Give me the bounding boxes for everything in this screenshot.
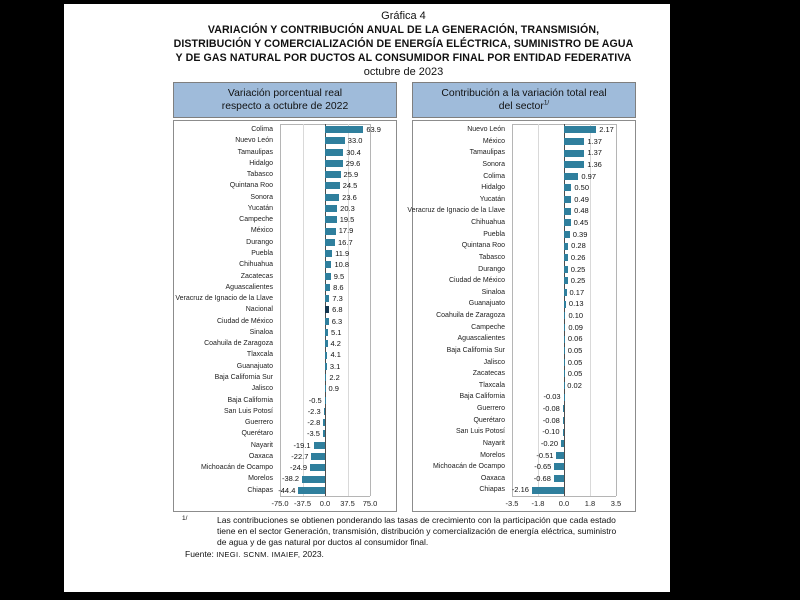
chart-row xyxy=(413,438,635,450)
bar xyxy=(564,336,565,343)
category-label: Quintana Roo xyxy=(229,182,273,190)
chart-row xyxy=(174,462,396,473)
category-label: Guanajuato xyxy=(468,300,505,308)
bar xyxy=(325,374,326,381)
value-label: 11.9 xyxy=(335,249,350,258)
category-label: San Luis Potosí xyxy=(223,407,273,415)
axis-tick-label: 75.0 xyxy=(362,499,378,508)
chart-title-line-2: DISTRIBUCIÓN Y COMERCIALIZACIÓN DE ENERGÍA ELÉCTRICA, SUMINISTRO DE AGUA xyxy=(173,38,634,50)
bar xyxy=(325,182,340,189)
value-label: 0.25 xyxy=(570,264,586,274)
value-label: 30.4 xyxy=(346,147,361,157)
contribution-panel-header xyxy=(412,82,636,118)
contribution-header-line-1: Contribución a la variación total real xyxy=(441,88,607,99)
bar xyxy=(564,254,568,261)
value-label: 20.3 xyxy=(340,203,355,213)
category-label: Nayarit xyxy=(482,439,505,447)
chart-row xyxy=(413,194,635,206)
source-institution: INEGI. SCNM. IMAIEF, xyxy=(216,550,301,559)
category-label: Tamaulipas xyxy=(237,148,273,156)
value-label: 0.39 xyxy=(572,229,588,239)
chart-row xyxy=(174,214,396,225)
chart-row xyxy=(174,473,396,484)
value-label: 19.5 xyxy=(339,215,355,225)
category-label: Sinaloa xyxy=(249,328,273,336)
chart-row xyxy=(413,415,635,427)
value-label: 33.0 xyxy=(347,136,363,146)
bar xyxy=(325,216,337,223)
source-line xyxy=(185,549,662,560)
variation-header-line-1: Variación porcentual real xyxy=(227,88,343,99)
category-label: Aguascalientes xyxy=(225,283,273,291)
chart-row xyxy=(413,322,635,334)
category-label: Tlaxcala xyxy=(246,351,273,359)
bar xyxy=(298,487,325,494)
value-label: 0.05 xyxy=(567,345,583,355)
category-label: Sonora xyxy=(482,160,505,168)
contribution-header-line-2: del sector$^{1/}$ xyxy=(498,99,550,112)
category-label: Baja California xyxy=(227,396,273,404)
value-label: 0.26 xyxy=(570,252,586,262)
variation-panel xyxy=(173,82,397,512)
category-label: Baja California xyxy=(459,393,505,401)
chart-title-line-1: VARIACIÓN Y CONTRIBUCIÓN ANUAL DE LA GENERACIÓN, TRANSMISIÓN, xyxy=(207,24,600,36)
category-label: Hidalgo xyxy=(481,184,505,192)
category-label: Michoacán de Ocampo xyxy=(433,463,505,471)
chart-row xyxy=(413,461,635,473)
chart-row xyxy=(413,275,635,287)
value-label: -0.68 xyxy=(533,473,551,483)
chart-row xyxy=(413,240,635,252)
bar xyxy=(325,261,331,268)
value-label: 63.9 xyxy=(366,125,381,134)
category-label: Yucatán xyxy=(247,204,273,212)
bar xyxy=(325,385,326,392)
value-label: -0.08 xyxy=(542,404,560,413)
value-label: 0.97 xyxy=(581,171,597,181)
category-label: Jalisco xyxy=(483,358,505,366)
category-label: Oaxaca xyxy=(480,474,505,482)
bar xyxy=(325,126,363,133)
value-label: 6.8 xyxy=(332,305,343,315)
value-label: 0.25 xyxy=(570,276,586,286)
chart-row xyxy=(413,159,635,171)
chart-row xyxy=(174,259,396,270)
category-label: Ciudad de México xyxy=(448,277,505,285)
bar xyxy=(564,359,565,366)
value-label: 5.1 xyxy=(331,327,342,337)
category-label: Puebla xyxy=(483,230,505,238)
category-label: Durango xyxy=(478,265,505,273)
value-label: 0.10 xyxy=(568,311,584,320)
bar xyxy=(310,464,325,471)
footnote-block xyxy=(182,515,662,560)
chart-row xyxy=(174,349,396,360)
category-label: Aguascalientes xyxy=(457,335,505,343)
category-label: Chihuahua xyxy=(471,219,505,226)
category-label: Campeche xyxy=(471,323,505,331)
chart-row xyxy=(174,304,396,315)
value-label: 0.49 xyxy=(574,194,589,204)
category-label: Guanajuato xyxy=(236,362,273,370)
category-label: Oaxaca xyxy=(248,452,273,460)
axis-tick-label: 0.0 xyxy=(558,499,570,508)
axis-tick-label: 1.8 xyxy=(584,499,596,508)
value-label: 9.5 xyxy=(333,271,345,281)
value-label: -3.5 xyxy=(306,429,320,439)
value-label: 0.17 xyxy=(569,287,585,297)
value-label: 10.8 xyxy=(334,260,350,270)
bar xyxy=(564,231,570,238)
bar xyxy=(325,171,341,178)
category-label: Hidalgo xyxy=(249,159,273,167)
bar xyxy=(325,228,336,235)
bar xyxy=(325,149,343,156)
category-label: Sonora xyxy=(250,193,273,201)
bar xyxy=(564,219,571,226)
bar xyxy=(564,301,566,308)
chart-row xyxy=(174,158,396,169)
category-label: México xyxy=(482,137,505,145)
chart-row xyxy=(174,192,396,203)
value-label: 16.7 xyxy=(338,237,353,247)
value-label: 0.48 xyxy=(574,206,589,216)
contribution-chart xyxy=(407,120,636,512)
variation-panel-header xyxy=(173,82,397,118)
chart-row xyxy=(174,135,396,146)
bar xyxy=(325,250,332,257)
chart-row xyxy=(174,451,396,462)
value-label: 1.37 xyxy=(587,148,602,158)
category-label: Coahuila de Zaragoza xyxy=(204,340,273,348)
category-label: Tabasco xyxy=(246,171,273,179)
chart-row xyxy=(174,124,396,135)
chart-row xyxy=(413,450,635,462)
footnote-line: Las contribuciones se obtienen ponderando las tasas de crecimiento con la participación que cada estado xyxy=(217,515,616,525)
axis-tick-label: -75.0 xyxy=(271,499,289,508)
category-label: Campeche xyxy=(239,216,273,224)
chart-row xyxy=(174,372,396,383)
bar xyxy=(563,405,564,412)
chart-row xyxy=(174,485,396,496)
chart-row xyxy=(174,169,396,180)
category-label: Michoacán de Ocampo xyxy=(201,464,273,472)
bar xyxy=(564,277,568,284)
chart-row xyxy=(413,380,635,392)
category-label: Veracruz de Ignacio de la Llave xyxy=(407,207,505,215)
bar xyxy=(325,194,339,201)
chart-row xyxy=(174,180,396,191)
category-label: Zacatecas xyxy=(240,272,273,280)
value-label: 2.2 xyxy=(329,373,340,382)
value-label: 25.9 xyxy=(343,170,359,180)
axis-tick-label: 37.5 xyxy=(340,499,355,508)
category-label: Nacional xyxy=(245,306,273,314)
chart-date: octubre de 2023 xyxy=(363,66,444,78)
category-label: Guerrero xyxy=(476,405,505,412)
chart-row xyxy=(413,333,635,345)
chart-row xyxy=(174,383,396,394)
chart-row xyxy=(407,205,635,217)
value-label: -2.16 xyxy=(511,485,529,495)
bar xyxy=(564,196,571,203)
chart-row xyxy=(174,338,396,349)
value-label: 0.05 xyxy=(567,357,583,367)
bar xyxy=(556,452,564,459)
value-label: -2.3 xyxy=(307,406,321,416)
bar xyxy=(563,429,564,436)
bar xyxy=(323,430,325,437)
chart-row xyxy=(413,391,635,403)
bar xyxy=(564,138,584,145)
category-label: Baja California Sur xyxy=(214,374,273,381)
source-year: 2023. xyxy=(302,549,324,559)
value-label: -0.10 xyxy=(542,427,560,437)
value-label: 24.5 xyxy=(342,181,358,191)
category-label: Tlaxcala xyxy=(478,381,505,389)
chart-row xyxy=(413,298,635,310)
value-label: -0.20 xyxy=(540,438,559,448)
category-label: Chihuahua xyxy=(239,261,273,269)
value-label: 3.1 xyxy=(329,361,341,371)
footnote-line: tiene en el sector Generación, transmisión, distribución y comercialización de energía eléctrica, suministro xyxy=(217,526,617,536)
bar xyxy=(325,295,329,302)
axis-tick-label: 3.5 xyxy=(610,499,622,508)
category-label: Coahuila de Zaragoza xyxy=(436,312,505,319)
bar xyxy=(564,370,565,377)
value-label: -24.9 xyxy=(289,463,308,473)
value-label: 29.6 xyxy=(345,158,361,168)
bar xyxy=(532,487,564,494)
category-label: Zacatecas xyxy=(472,370,505,378)
value-label: 17.9 xyxy=(338,226,354,236)
bar xyxy=(564,324,565,331)
category-label: Chiapas xyxy=(479,486,505,494)
chart-row xyxy=(174,237,396,248)
bar xyxy=(325,273,331,280)
graphic-number: Gráfica 4 xyxy=(381,10,426,22)
category-label: Tamaulipas xyxy=(469,149,505,157)
chart-row xyxy=(174,327,396,338)
footnote-ref-mark: 1/ xyxy=(543,99,550,107)
value-label: -2.8 xyxy=(307,418,321,428)
bar xyxy=(563,417,564,424)
bar xyxy=(325,205,337,212)
chart-row xyxy=(174,271,396,282)
chart-row xyxy=(174,406,396,417)
variation-chart xyxy=(173,120,397,512)
category-label: Morelos xyxy=(480,451,505,459)
value-label: 1.36 xyxy=(587,159,602,169)
value-label: 1.37 xyxy=(587,136,602,146)
bar xyxy=(325,363,327,370)
category-label: Colima xyxy=(483,172,505,180)
category-label: Tabasco xyxy=(478,253,505,261)
category-label: Colima xyxy=(251,126,273,133)
value-label: 0.45 xyxy=(573,218,589,227)
value-label: 0.05 xyxy=(567,369,583,379)
category-label: Ciudad de México xyxy=(216,317,273,325)
value-label: 0.09 xyxy=(568,322,583,332)
chart-row xyxy=(413,368,635,380)
bar xyxy=(564,150,584,157)
category-label: Baja California Sur xyxy=(446,346,505,354)
value-label: 23.6 xyxy=(342,192,357,202)
category-label: Yucatán xyxy=(479,195,505,203)
bar xyxy=(564,208,571,215)
bar xyxy=(564,266,568,273)
chart-row xyxy=(413,171,635,183)
chart-row xyxy=(174,395,396,406)
value-label: -0.51 xyxy=(536,450,554,460)
chart-row xyxy=(413,357,635,369)
value-label: -44.4 xyxy=(278,485,296,495)
value-label: -19.1 xyxy=(293,440,311,450)
category-label: Veracruz de Ignacio de la Llave xyxy=(175,295,273,303)
chart-row xyxy=(174,248,396,259)
category-label: Durango xyxy=(246,238,273,246)
chart-row xyxy=(174,361,396,372)
bar xyxy=(564,126,596,133)
bar xyxy=(302,476,325,483)
value-label: 0.50 xyxy=(574,183,590,193)
bar xyxy=(325,352,327,359)
category-label: México xyxy=(250,227,273,235)
bar xyxy=(325,160,343,167)
value-label: 0.13 xyxy=(568,299,584,309)
category-label: Jalisco xyxy=(251,385,273,393)
bar xyxy=(554,463,564,470)
document-page xyxy=(64,4,670,592)
chart-row xyxy=(174,316,396,327)
chart-row xyxy=(174,147,396,158)
variation-header-line-2: respecto a octubre de 2022 xyxy=(221,101,349,112)
source-label: Fuente: xyxy=(185,549,214,559)
chart-row xyxy=(413,473,635,485)
chart-row xyxy=(413,217,635,229)
footnote-line: de agua y de gas natural por ductos al consumidor final. xyxy=(217,537,429,547)
category-label: Querétaro xyxy=(241,430,273,438)
chart-row xyxy=(413,229,635,241)
category-label: Nuevo León xyxy=(235,137,273,145)
bar xyxy=(325,306,329,313)
chart-row xyxy=(174,282,396,293)
bar xyxy=(325,137,345,144)
category-label: Nuevo León xyxy=(467,126,505,133)
chart-row xyxy=(413,426,635,438)
category-label: Guerrero xyxy=(244,419,273,427)
chart-title-block xyxy=(136,10,671,79)
footnote-mark: 1/ xyxy=(182,515,188,522)
axis-tick-label: -37.5 xyxy=(293,499,312,508)
plot-border xyxy=(512,496,616,497)
category-label: Puebla xyxy=(251,250,273,257)
category-label: Chiapas xyxy=(247,486,273,494)
bar xyxy=(314,442,325,449)
category-label: Sinaloa xyxy=(481,288,505,296)
chart-row xyxy=(413,147,635,159)
value-label: 0.06 xyxy=(567,334,583,344)
category-label: Nayarit xyxy=(250,441,273,449)
chart-row xyxy=(174,428,396,439)
bar xyxy=(554,475,564,482)
bar xyxy=(323,419,325,426)
bar xyxy=(325,284,330,291)
chart-row xyxy=(413,264,635,276)
axis-tick-label: 0.0 xyxy=(319,499,331,508)
bar xyxy=(564,289,567,296)
value-label: 0.28 xyxy=(571,241,586,251)
value-label: -0.08 xyxy=(542,415,560,425)
bar xyxy=(324,408,325,415)
chart-row xyxy=(413,484,635,496)
chart-row xyxy=(413,403,635,415)
value-label: 7.3 xyxy=(332,294,343,304)
value-label: 0.02 xyxy=(567,380,582,390)
bar xyxy=(325,239,335,246)
bar xyxy=(564,161,584,168)
chart-row xyxy=(413,136,635,148)
bar xyxy=(561,440,564,447)
chart-row xyxy=(174,440,396,451)
bar xyxy=(564,173,578,180)
category-label: San Luis Potosí xyxy=(455,428,505,436)
bar xyxy=(564,347,565,354)
axis-tick-label: -1.8 xyxy=(531,499,545,508)
value-label: 4.1 xyxy=(330,350,341,360)
category-label: Quintana Roo xyxy=(461,242,505,250)
category-label: Morelos xyxy=(248,475,273,483)
chart-title-line-3: Y DE GAS NATURAL POR DUCTOS AL CONSUMIDOR FINAL POR ENTIDAD FEDERATIVA xyxy=(175,52,632,64)
bar xyxy=(325,340,328,347)
chart-row xyxy=(413,345,635,357)
bar xyxy=(564,184,571,191)
bar xyxy=(564,312,565,319)
value-label: -0.65 xyxy=(534,462,552,472)
footnote-text xyxy=(217,515,662,548)
chart-row xyxy=(174,203,396,214)
value-label: -22.7 xyxy=(291,451,309,461)
value-label: 2.17 xyxy=(599,125,614,134)
value-label: 4.2 xyxy=(330,339,341,349)
value-label: -38.2 xyxy=(281,474,300,484)
bar xyxy=(564,243,568,250)
chart-row xyxy=(413,182,635,194)
bar xyxy=(325,329,328,336)
plot-border xyxy=(280,496,370,497)
chart-row xyxy=(174,225,396,236)
value-label: 0.9 xyxy=(328,384,339,394)
value-label: -0.03 xyxy=(543,392,561,402)
value-label: 8.6 xyxy=(333,282,344,292)
value-label: 6.3 xyxy=(331,316,343,326)
bar xyxy=(311,453,325,460)
axis-tick-label: -3.5 xyxy=(505,499,519,508)
chart-row xyxy=(174,417,396,428)
chart-row xyxy=(413,287,635,299)
chart-row xyxy=(413,252,635,264)
value-label: -0.5 xyxy=(308,395,322,405)
bar xyxy=(325,318,329,325)
chart-row xyxy=(413,310,635,322)
category-label: Querétaro xyxy=(473,416,505,424)
chart-row xyxy=(413,124,635,136)
contribution-panel xyxy=(407,82,636,512)
chart-row xyxy=(174,293,396,304)
